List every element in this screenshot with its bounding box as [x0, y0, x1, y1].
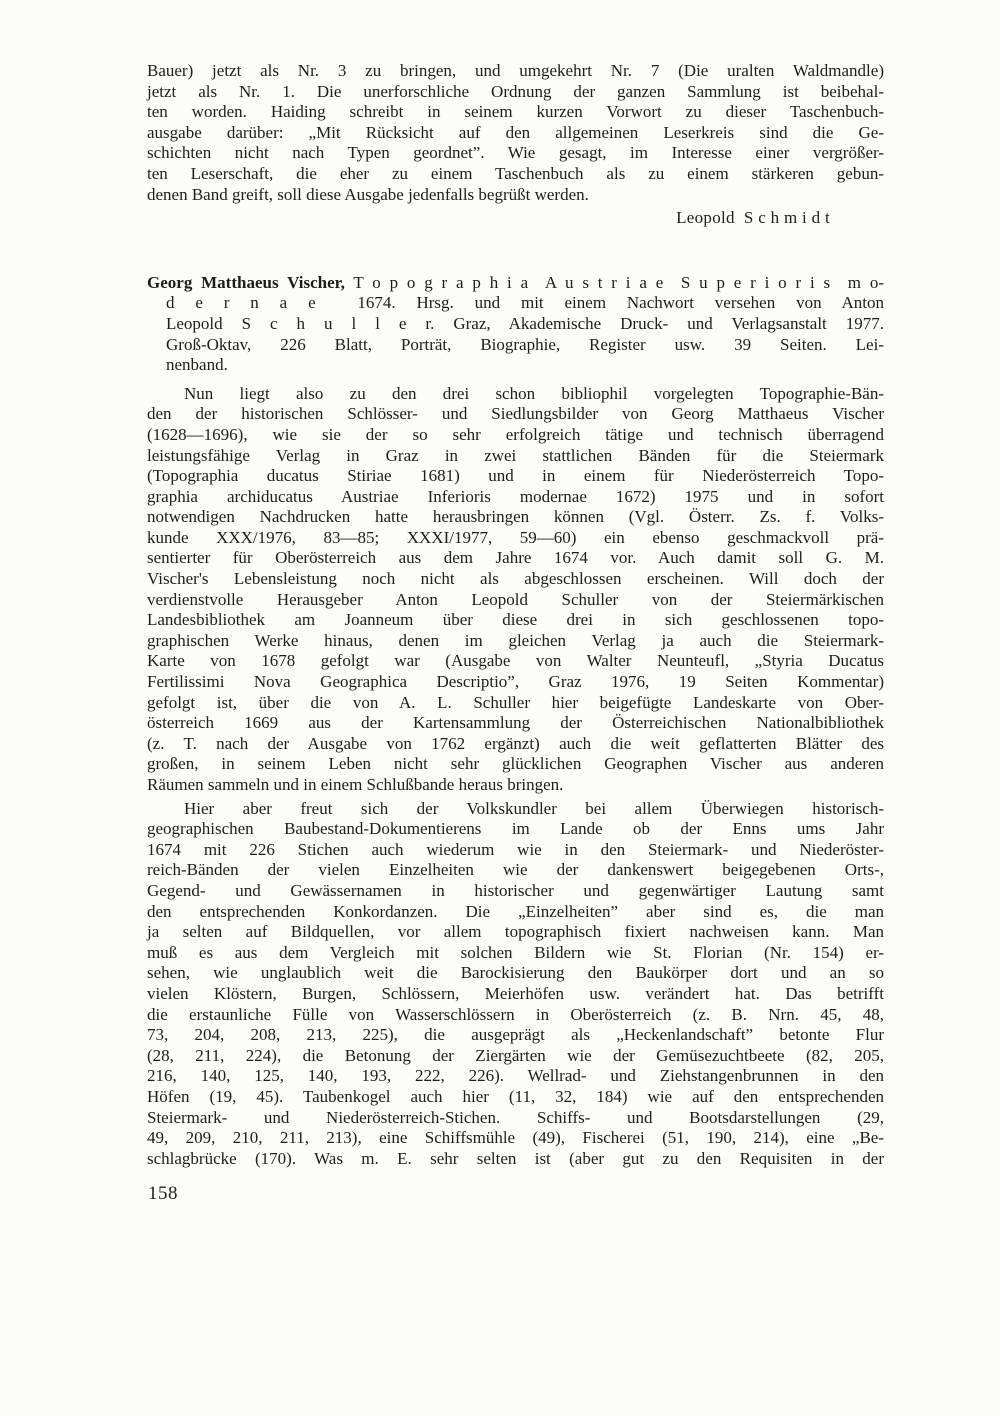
text-line: ten worden. Haiding schreibt in seinem kurzen Vorwort zu dieser Taschenbuch-	[147, 102, 884, 122]
text-line: gefolgt ist, über die von A. L. Schuller hier beigefügte Landeskarte von Ober-	[147, 692, 884, 712]
page-number: 158	[148, 1183, 178, 1204]
text-line: d e r n a e 1674. Hrsg. und mit einem Nachwort versehen von Anton	[166, 293, 884, 313]
paragraph-nun-liegt	[147, 384, 884, 796]
text-line: ausgabe darüber: „Mit Rücksicht auf den allgemeinen Leserkreis sind die Ge-	[147, 122, 884, 142]
text-line: notwendigen Nachdrucken hatte herausbringen können (Vgl. Österr. Zs. f. Volks-	[147, 507, 884, 527]
text-line: graphia archiducatus Austriae Inferioris modernae 1672) 1975 und in sofort	[147, 486, 884, 506]
text-line: (Topographia ducatus Stiriae 1681) und in einem für Niederösterreich Topo-	[147, 466, 884, 486]
text-line: die erstaunliche Fülle von Wasserschlössern in Oberösterreich (z. B. Nrn. 45, 48,	[147, 1004, 884, 1024]
text-line: den der historischen Schlösser- und Siedlungsbilder von Georg Matthaeus Vischer	[147, 404, 884, 424]
text-line: großen, in seinem Leben nicht sehr glücklichen Geographen Vischer aus anderen	[147, 754, 884, 774]
text-line: muß es aus dem Vergleich mit solchen Bildern wie St. Florian (Nr. 154) er-	[147, 942, 884, 962]
text-line: Räumen sammeln und in einem Schlußbande heraus bringen.	[147, 775, 564, 794]
text-line: 216, 140, 125, 140, 193, 222, 226). Wellrad- und Ziehstangenbrunnen in den	[147, 1066, 884, 1086]
text-block	[147, 61, 884, 1169]
text-line: Fertilissimi Nova Geographica Descriptio”, Graz 1976, 19 Seiten Kommentar)	[147, 672, 884, 692]
text-line: jetzt als Nr. 1. Die unerforschliche Ordnung der ganzen Sammlung ist beibehal-	[147, 81, 884, 101]
text-line: schichten nicht nach Typen geordnet”. Wie gesagt, im Interesse einer vergrößer-	[147, 143, 884, 163]
text-line: 1674 mit 226 Stichen auch wiederum wie in den Steiermark- und Niederöster-	[147, 839, 884, 859]
text-line: kunde XXX/1976, 83—85; XXXI/1977, 59—60) ein ebenso geschmackvoll prä-	[147, 527, 884, 547]
text-line: reich-Bänden der vielen Einzelheiten wie der dankenswert beigegebenen Orts-,	[147, 860, 884, 880]
text-line: österreich 1669 aus der Kartensammlung der Österreichischen Nationalbibliothek	[147, 713, 884, 733]
text-line: 73, 204, 208, 213, 225), die ausgeprägt als „Heckenlandschaft” betonte Flur	[147, 1025, 884, 1045]
text-line: schlagbrücke (170). Was m. E. sehr selten ist (aber gut zu den Requisiten in der	[147, 1148, 884, 1168]
bib-entry-first-line	[147, 273, 884, 294]
text-line: Landesbibliothek am Joanneum über diese drei in sich geschlossenen topo-	[147, 610, 884, 630]
text-line: nenband.	[166, 355, 228, 375]
paragraph-review-continuation	[147, 61, 884, 205]
text-line: sehen, wie unglaublich weit die Barockisierung den Baukörper dort und an so	[147, 963, 884, 983]
bibliography-entry	[147, 273, 884, 376]
text-line: Höfen (19, 45). Taubenkogel auch hier (11, 32, 184) wie auf den entsprechenden	[147, 1086, 884, 1106]
text-line: Leopold S c h u l l e r. Graz, Akademische Druck- und Verlagsanstalt 1977.	[166, 313, 884, 333]
text-line: (28, 211, 224), die Betonung der Ziergärten wie der Gemüsezuchtbeete (82, 205,	[147, 1045, 884, 1065]
reviewer-signature: Leopold S c h m i d t	[676, 208, 830, 228]
text-line: (1628—1696), wie sie der so sehr erfolgreich tätige und technisch überragend	[147, 424, 884, 444]
text-line: Gegend- und Gewässernamen in historischer und gegenwärtiger Lautung samt	[147, 880, 884, 900]
text-line: ten Leserschaft, die eher zu einem Taschenbuch als zu einem stärkeren gebun-	[147, 163, 884, 183]
text-line: Nun liegt also zu den drei schon bibliophil vorgelegten Topographie-Bän-	[184, 383, 884, 403]
paragraph-hier-aber	[147, 799, 884, 1170]
text-line: verdienstvolle Herausgeber Anton Leopold Schuller von der Steiermärkischen	[147, 589, 884, 609]
text-line: Bauer) jetzt als Nr. 3 zu bringen, und umgekehrt Nr. 7 (Die uralten Waldmandle)	[147, 61, 884, 80]
text-line: denen Band greift, soll diese Ausgabe jedenfalls begrüßt werden.	[147, 184, 589, 204]
text-line: Karte von 1678 gefolgt war (Ausgabe von Walter Neunteufl, „Styria Ducatus	[147, 651, 884, 671]
text-line: geographischen Baubestand-Dokumentierens im Lande ob der Enns ums Jahr	[147, 819, 884, 839]
text-line: Steiermark- und Niederösterreich-Stichen. Schiffs- und Bootsdarstellungen (29,	[147, 1107, 884, 1127]
text-line: Hier aber freut sich der Volkskundler bei allem Überwiegen historisch-	[184, 798, 884, 818]
text-line: vielen Klöstern, Burgen, Schlössern, Meierhöfen usw. verändert hat. Das betrifft	[147, 983, 884, 1003]
bib-author-name: Georg Matthaeus Vischer,	[147, 272, 345, 292]
text-line: graphischen Werke hinaus, denen im gleichen Verlag ja auch die Steiermark-	[147, 630, 884, 650]
bib-entry-continuation-lines	[166, 293, 884, 375]
text-line: Vischer's Lebensleistung noch nicht als abgeschlossen erscheinen. Will doch der	[147, 569, 884, 589]
text-line: ja selten auf Bildquellen, vor allem topographisch fixiert nachweisen kann. Man	[147, 922, 884, 942]
bib-title-spaced: T o p o g r a p h i a A u s t r i a e S u p e r i o r i s m o-	[344, 272, 884, 292]
text-line: (z. T. nach der Ausgabe von 1762 ergänzt) auch die weit geflatterten Blätter des	[147, 733, 884, 753]
text-line: den entsprechenden Konkordanzen. Die „Einzelheiten” aber sind es, die man	[147, 901, 884, 921]
text-line: 49, 209, 210, 211, 213), eine Schiffsmühle (49), Fischerei (51, 190, 214), eine „Be-	[147, 1128, 884, 1148]
text-line: sentierter für Oberösterreich aus dem Jahre 1674 vor. Auch damit soll G. M.	[147, 548, 884, 568]
text-line: Groß-Oktav, 226 Blatt, Porträt, Biographie, Register usw. 39 Seiten. Lei-	[166, 334, 884, 354]
text-line: leistungsfähige Verlag in Graz in zwei stattlichen Bänden für die Steiermark	[147, 445, 884, 465]
